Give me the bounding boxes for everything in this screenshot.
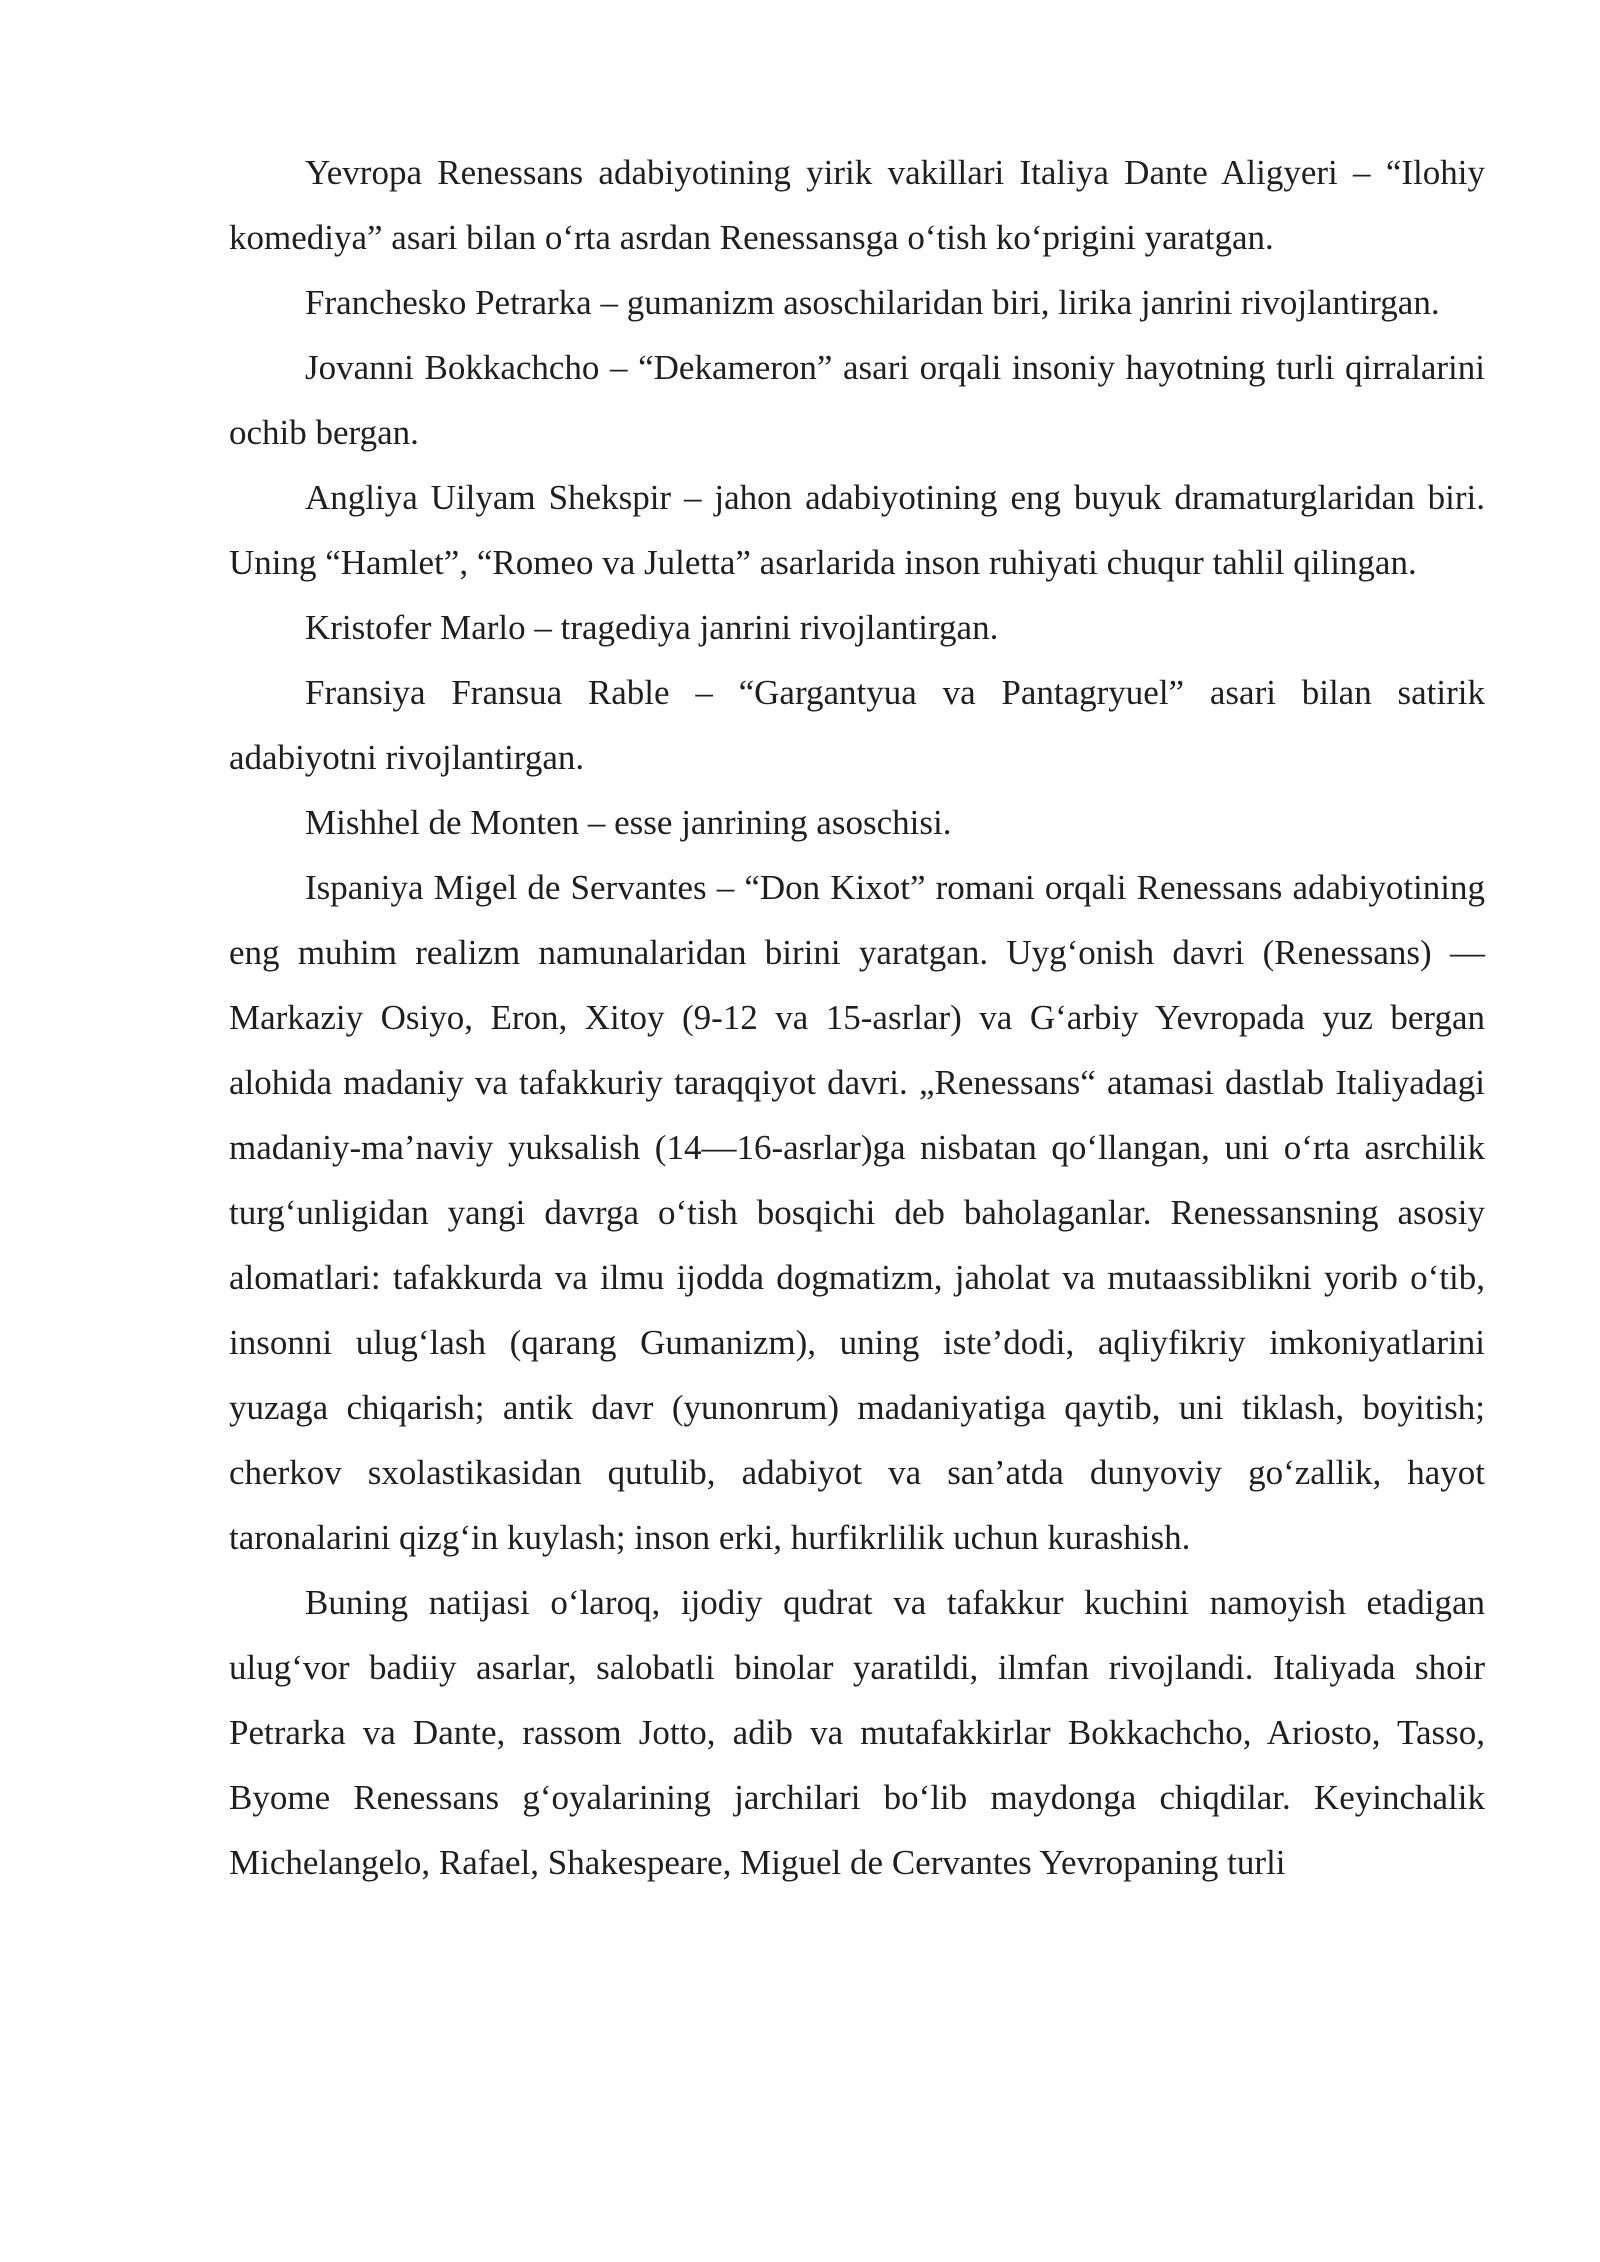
paragraph-rable: Fransiya Fransua Rable – “Gargantyua va Pantagryuel” asari bilan satirik adabiyotni rivojlantirgan.	[229, 673, 1485, 777]
paragraph-servantes-renessans: Ispaniya Migel de Servantes – “Don Kixot” romani orqali Renessans adabiyotining eng muhim realizm namunalaridan birini yaratgan. Uyg‘onish davri (Renessans) — Markaziy Osiyo, Eron, Xitoy (9-12 va 15-asrlar) va G‘arbiy Yevropada yuz bergan alohida madaniy va tafakkuriy taraqqiyot davri. „Renessans“ atamasi dastlab Italiyadagi madaniy-ma’naviy yuksalish (14—16-asrlar)ga nisbatan qo‘llangan, uni o‘rta asrchilik turg‘unligidan yangi davrga o‘tish bosqichi deb baholaganlar. Renessansning asosiy alomatlari: tafakkurda va ilmu ijodda dogmatizm, jaholat va mutaassiblikni yorib o‘tib, insonni ulug‘lash (qarang Gumanizm), uning iste’dodi, aqliyfikriy imkoniyatlarini yuzaga chiqarish; antik davr (yunonrum) madaniyatiga qaytib, uni tiklash, boyitish; cherkov sxolastikasidan qutulib, adabiyot va san’atda dunyoviy go‘zallik, hayot taronalarini qizg‘in kuylash; inson erki, hurfikrlilik uchun kurashish.	[229, 868, 1485, 1557]
document-page	[229, 140, 1485, 1895]
paragraph-petrarka: Franchesko Petrarka – gumanizm asoschilaridan biri, lirika janrini rivojlantirgan.	[305, 283, 1440, 322]
paragraph-natijasi: Buning natijasi o‘laroq, ijodiy qudrat va tafakkur kuchini namoyish etadigan ulug‘vor badiiy asarlar, salobatli binolar yaratildi, ilmfan rivojlandi. Italiyada shoir Petrarka va Dante, rassom Jotto, adib va mutafakkirlar Bokkachcho, Ariosto, Tasso, Byome Renessans g‘oyalarining jarchilari bo‘lib maydonga chiqdilar. Keyinchalik Michelangelo, Rafael, Shakespeare, Miguel de Cervantes Yevropaning turli	[229, 1583, 1485, 1882]
paragraph-shekspir: Angliya Uilyam Shekspir – jahon adabiyotining eng buyuk dramaturglaridan biri. Uning “Hamlet”, “Romeo va Juletta” asarlarida inson ruhiyati chuqur tahlil qilingan.	[229, 478, 1485, 582]
paragraph-dante: Yevropa Renessans adabiyotining yirik vakillari Italiya Dante Aligyeri – “Ilohiy komediya” asari bilan o‘rta asrdan Renessansga o‘tish ko‘prigini yaratgan.	[229, 153, 1485, 257]
paragraph-bokkachcho: Jovanni Bokkachcho – “Dekameron” asari orqali insoniy hayotning turli qirralarini ochib bergan.	[229, 348, 1485, 452]
paragraph-marlo: Kristofer Marlo – tragediya janrini rivojlantirgan.	[305, 608, 999, 647]
paragraph-monten: Mishhel de Monten – esse janrining asoschisi.	[305, 803, 952, 842]
